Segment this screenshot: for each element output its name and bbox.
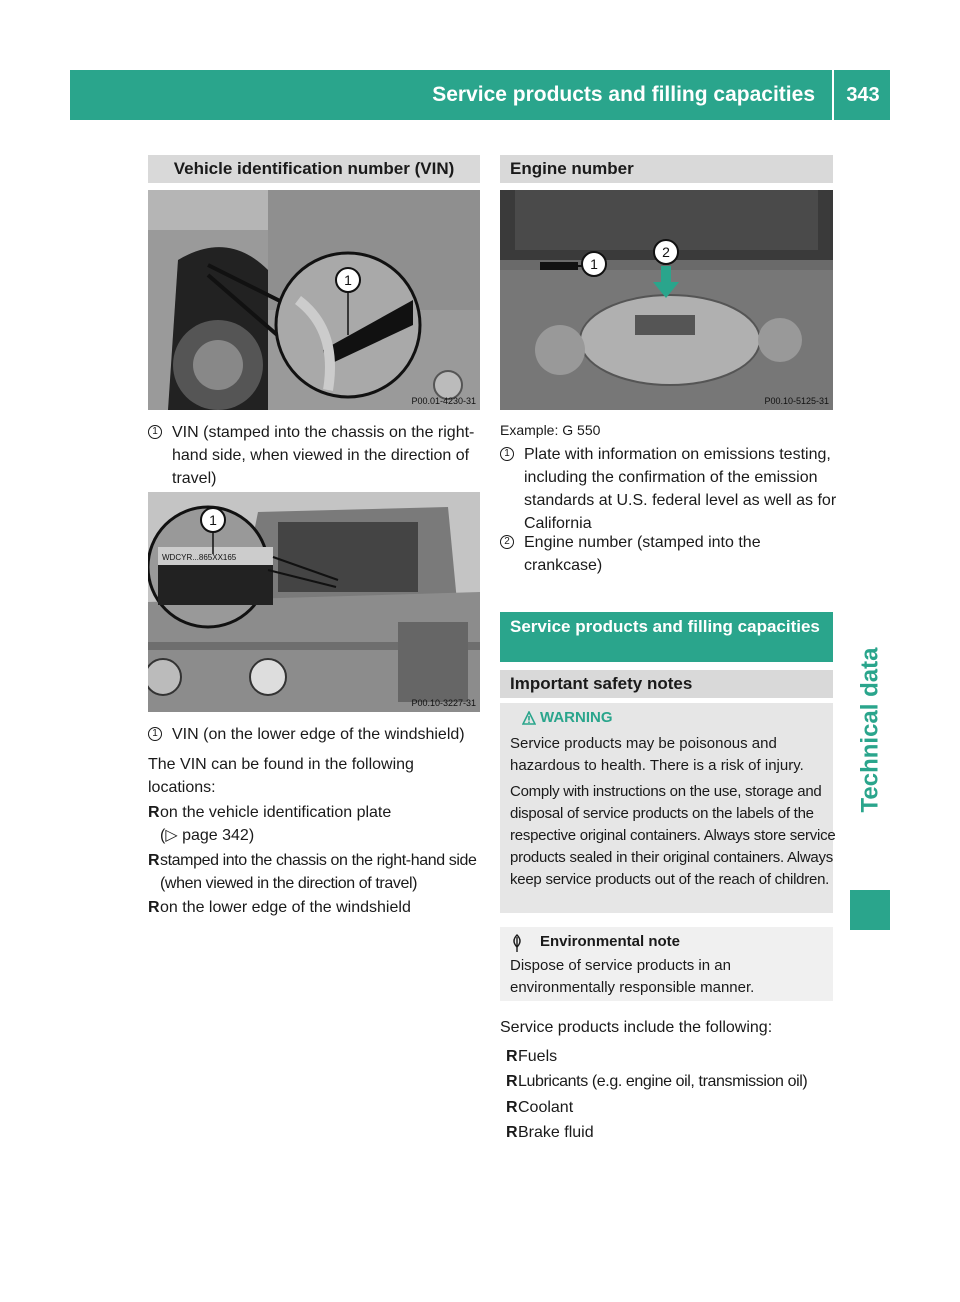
photo2-callout: 1 <box>209 512 217 528</box>
vin-windshield-photo <box>148 492 480 712</box>
vin-heading: Vehicle identification number (VIN) <box>148 155 480 183</box>
bullet-mark: R <box>506 1048 518 1065</box>
list-item <box>506 1096 836 1119</box>
bullet-mark: R <box>148 804 160 821</box>
environmental-note-text: Dispose of service products in an environmentally responsible manner. <box>510 957 755 996</box>
side-tab-label: Technical data <box>856 647 884 813</box>
header-bar <box>70 70 890 120</box>
bullet-text: Lubricants (e.g. engine oil, transmission oil) <box>518 1073 808 1090</box>
bullet-text: Coolant <box>518 1099 574 1116</box>
list-item <box>148 801 480 847</box>
caption-text: VIN (stamped into the chassis on the right-hand side, when viewed in the direction of travel) <box>172 424 475 487</box>
page-number: 343 <box>846 84 880 106</box>
photo3-callout-1: 1 <box>590 256 598 272</box>
header-separator <box>832 70 834 120</box>
vin-chassis-photo <box>148 190 480 410</box>
vin-intro: The VIN can be found in the following locations: <box>148 756 414 796</box>
photo2-code: P00.10-3227-31 <box>411 698 476 708</box>
engine-caption-1 <box>500 443 840 535</box>
warning-text-1: Service products may be poisonous and hazardous to health. There is a risk of injury. <box>510 735 804 774</box>
list-item <box>506 1070 840 1093</box>
bullet-mark: R <box>148 899 160 916</box>
engine-caption-2 <box>500 531 833 577</box>
caption-text: VIN (on the lower edge of the windshield) <box>172 726 465 743</box>
caption-text: Plate with information on emissions testing, including the confirmation of the emission standards at U.S. federal level as well as for California <box>524 446 837 532</box>
engine-example: Example: G 550 <box>500 422 601 438</box>
bullet-text: on the vehicle identification plate <box>160 804 392 821</box>
safety-heading: Important safety notes <box>500 670 833 698</box>
caption-text: Engine number (stamped into the crankcase) <box>524 534 761 574</box>
warning-icon <box>522 711 536 725</box>
list-item <box>506 1121 836 1144</box>
warning-title: WARNING <box>540 709 613 726</box>
service-include-intro: Service products include the following: <box>500 1019 773 1036</box>
side-tab-marker <box>850 890 890 930</box>
service-products-heading: Service products and filling capacities <box>500 612 833 662</box>
callout-number: 1 <box>148 425 162 439</box>
photo2-plate: WDCYR...865XX165 <box>162 553 237 562</box>
header-title: Service products and filling capacities <box>432 83 815 106</box>
photo1-code: P00.01-4230-31 <box>411 396 476 406</box>
bullet-mark: R <box>506 1073 518 1090</box>
callout-number: 1 <box>148 727 162 741</box>
side-tab <box>850 600 890 860</box>
list-item <box>148 896 480 919</box>
vin-windshield-caption <box>148 723 488 746</box>
bullet-text: Fuels <box>518 1048 558 1065</box>
bullet-mark: R <box>148 852 160 869</box>
engine-photo <box>500 190 833 410</box>
callout-number: 2 <box>500 535 514 549</box>
bullet-text: Brake fluid <box>518 1124 594 1141</box>
photo1-callout: 1 <box>344 272 352 288</box>
engine-heading: Engine number <box>500 155 833 183</box>
list-item <box>148 849 488 895</box>
callout-number: 1 <box>500 447 514 461</box>
bullet-text: on the lower edge of the windshield <box>160 899 411 916</box>
bullet-mark: R <box>506 1099 518 1116</box>
warning-box <box>500 703 836 913</box>
bullet-mark: R <box>506 1124 518 1141</box>
photo3-callout-2: 2 <box>662 244 670 260</box>
warning-text-2: Comply with instructions on the use, storage and disposal of service products on the labels of the respective original containers. Always store service products sealed in their original containers. Always keep service products out of the reach of children. <box>510 783 836 888</box>
environmental-note-title: Environmental note <box>540 933 681 950</box>
bullet-text: stamped into the chassis on the right-hand side (when viewed in the direction of travel) <box>160 852 477 892</box>
vin-chassis-caption <box>148 421 480 490</box>
leaf-icon <box>510 933 524 953</box>
list-item <box>506 1045 836 1068</box>
page-reference-link[interactable]: (▷ page 342) <box>160 827 255 844</box>
environmental-note-box <box>500 927 833 1001</box>
photo3-code: P00.10-5125-31 <box>764 396 829 406</box>
